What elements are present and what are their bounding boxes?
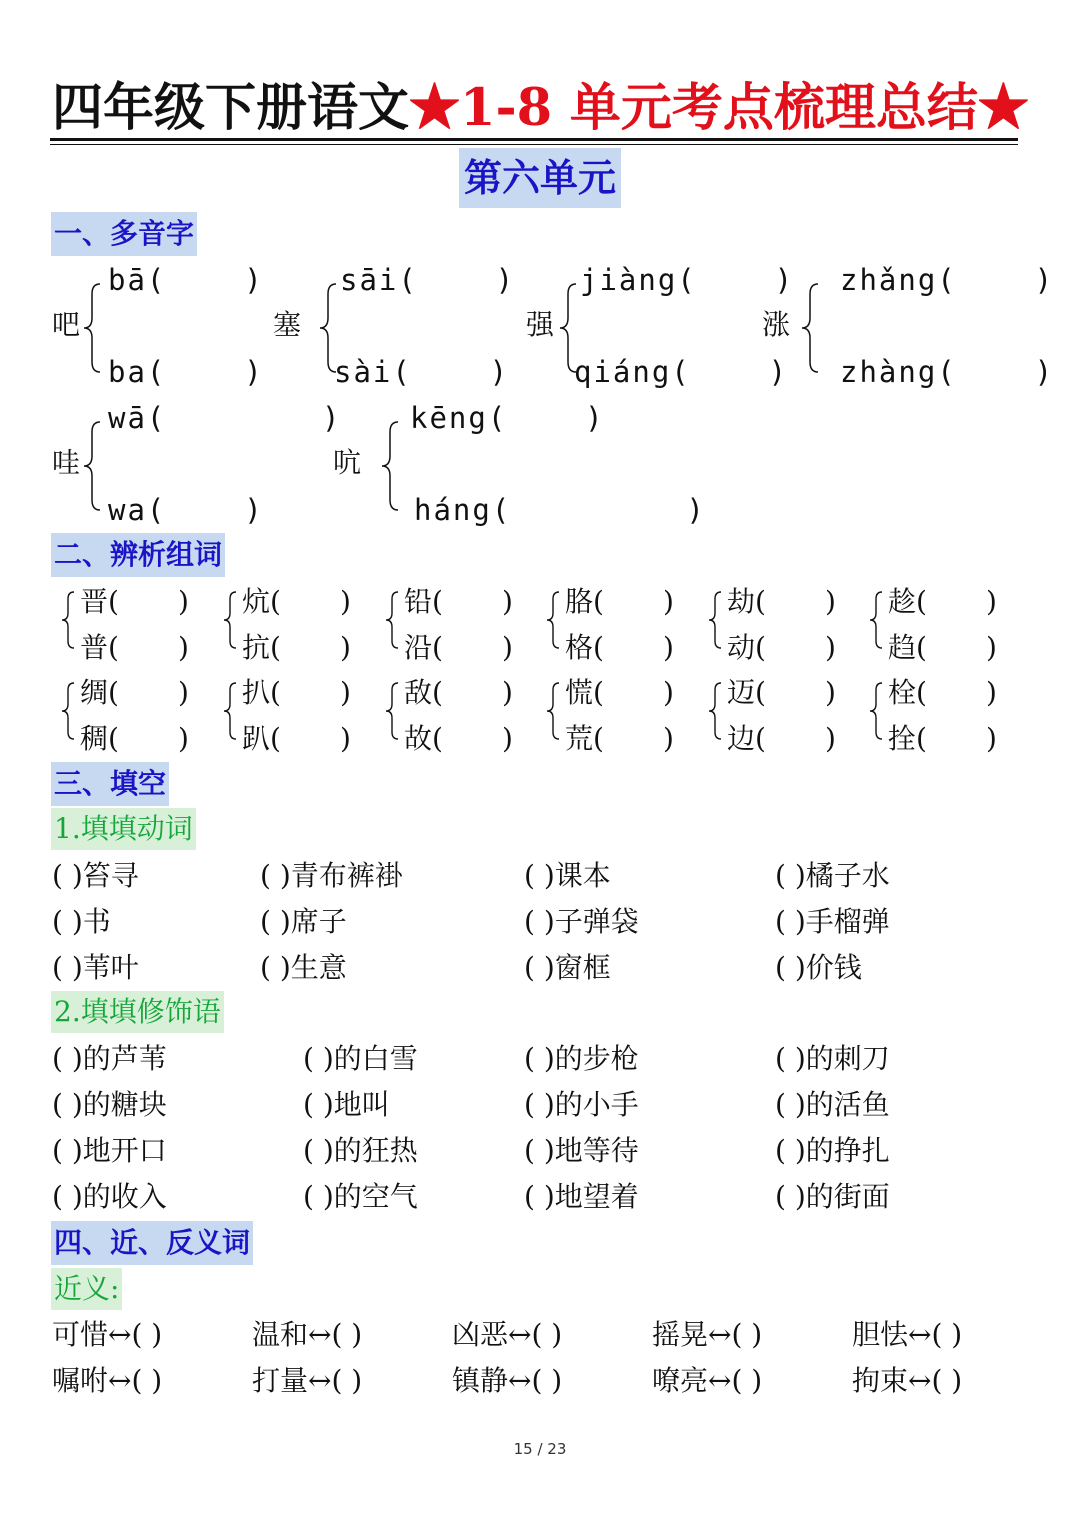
- synonym-blank: 可惜↔( ): [52, 1318, 163, 1351]
- synonym-blank: 胆怯↔( ): [852, 1318, 963, 1351]
- polyphone-char: 涨: [762, 308, 791, 341]
- brace-icon: [868, 681, 884, 741]
- pinyin-bottom: sài( ): [334, 355, 510, 389]
- polyphone-char: 吭: [333, 446, 362, 479]
- title-rule: [50, 138, 1018, 141]
- close-paren: ): [663, 722, 674, 755]
- pair-word-top: 胳(: [565, 585, 604, 618]
- brace-icon: [545, 590, 561, 650]
- modifier-blank: ( )的活鱼: [775, 1088, 890, 1121]
- pinyin-bottom: ba( ): [108, 355, 264, 389]
- page-number: 15 / 23: [513, 1440, 567, 1458]
- brace-icon: [545, 681, 561, 741]
- modifier-blank: ( )地开口: [52, 1134, 167, 1167]
- close-paren: ): [340, 631, 351, 664]
- pair-word-top: 敌(: [404, 676, 443, 709]
- modifier-blank: ( )的刺刀: [775, 1042, 890, 1075]
- title-highlight: ★1-8 单元考点梳理总结★: [409, 78, 1029, 138]
- close-paren: ): [986, 631, 997, 664]
- pair-word-bottom: 荒(: [565, 722, 604, 755]
- pair-word-top: 趁(: [888, 585, 927, 618]
- pair-word-bottom: 边(: [727, 722, 766, 755]
- page-title: [52, 78, 1029, 138]
- close-paren: ): [502, 585, 513, 618]
- close-paren: ): [502, 676, 513, 709]
- title-rule-thin: [50, 144, 1018, 145]
- modifier-blank: ( )的芦苇: [52, 1042, 167, 1075]
- pair-word-bottom: 稠(: [80, 722, 119, 755]
- close-paren: ): [340, 676, 351, 709]
- close-paren: ): [502, 722, 513, 755]
- unit-title: 第六单元: [459, 148, 621, 208]
- subsection-modifiers: 2.填填修饰语: [51, 991, 224, 1033]
- verb-blank: ( )苇叶: [52, 951, 139, 984]
- close-paren: ): [986, 722, 997, 755]
- section-word-pairs: 二、辨析组词: [51, 533, 225, 577]
- pinyin-top: kēng( ): [410, 401, 605, 435]
- pair-word-bottom: 沿(: [404, 631, 443, 664]
- pinyin-bottom: qiáng( ): [574, 355, 789, 389]
- subsection-verbs: 1.填填动词: [51, 808, 196, 850]
- pair-word-bottom: 格(: [565, 631, 604, 664]
- brace-icon: [222, 590, 238, 650]
- pair-word-bottom: 趴(: [242, 722, 281, 755]
- modifier-blank: ( )的街面: [775, 1180, 890, 1213]
- pair-word-top: 慌(: [565, 676, 604, 709]
- close-paren: ): [178, 676, 189, 709]
- pair-word-top: 扒(: [242, 676, 281, 709]
- section-polyphones: 一、多音字: [51, 212, 197, 256]
- modifier-blank: ( )地望着: [524, 1180, 639, 1213]
- synonym-blank: 温和↔( ): [252, 1318, 363, 1351]
- synonym-blank: 摇晃↔( ): [652, 1318, 763, 1351]
- pinyin-top: jiàng( ): [580, 263, 795, 297]
- brace-icon: [868, 590, 884, 650]
- close-paren: ): [986, 676, 997, 709]
- synonym-blank: 拘束↔( ): [852, 1364, 963, 1397]
- pinyin-bottom: zhàng( ): [840, 355, 1055, 389]
- verb-blank: ( )课本: [524, 859, 611, 892]
- pinyin-top: zhǎng( ): [840, 263, 1055, 297]
- synonym-blank: 镇静↔( ): [452, 1364, 563, 1397]
- pinyin-top: sāi( ): [340, 263, 516, 297]
- section-synonyms-antonyms: 四、近、反义词: [51, 1221, 253, 1265]
- verb-blank: ( )价钱: [775, 951, 862, 984]
- modifier-blank: ( )地叫: [303, 1088, 390, 1121]
- close-paren: ): [178, 585, 189, 618]
- pair-word-bottom: 拴(: [888, 722, 927, 755]
- modifier-blank: ( )的糖块: [52, 1088, 167, 1121]
- pair-word-top: 铅(: [404, 585, 443, 618]
- modifier-blank: ( )的步枪: [524, 1042, 639, 1075]
- modifier-blank: ( )的小手: [524, 1088, 639, 1121]
- brace-icon: [707, 590, 723, 650]
- modifier-blank: ( )的挣扎: [775, 1134, 890, 1167]
- verb-blank: ( )橘子水: [775, 859, 890, 892]
- close-paren: ): [178, 722, 189, 755]
- close-paren: ): [178, 631, 189, 664]
- brace-icon: [82, 420, 102, 512]
- verb-blank: ( )笞寻: [52, 859, 139, 892]
- brace-icon: [380, 420, 400, 512]
- close-paren: ): [340, 585, 351, 618]
- verb-blank: ( )窗框: [524, 951, 611, 984]
- verb-blank: ( )书: [52, 905, 111, 938]
- subsection-synonyms: 近义:: [51, 1268, 122, 1310]
- pair-word-bottom: 普(: [80, 631, 119, 664]
- pinyin-top: wā( ): [108, 401, 342, 435]
- pair-word-bottom: 抗(: [242, 631, 281, 664]
- polyphone-char: 哇: [52, 446, 81, 479]
- close-paren: ): [663, 631, 674, 664]
- brace-icon: [800, 282, 820, 374]
- brace-icon: [707, 681, 723, 741]
- synonym-blank: 凶恶↔( ): [452, 1318, 563, 1351]
- close-paren: ): [825, 585, 836, 618]
- close-paren: ): [340, 722, 351, 755]
- polyphone-char: 强: [526, 308, 555, 341]
- synonym-blank: 嘹亮↔( ): [652, 1364, 763, 1397]
- pair-word-bottom: 动(: [727, 631, 766, 664]
- modifier-blank: ( )的空气: [303, 1180, 418, 1213]
- pair-word-top: 绸(: [80, 676, 119, 709]
- title-main: 四年级下册语文: [52, 78, 410, 138]
- polyphone-char: 吧: [52, 308, 81, 341]
- pair-word-top: 迈(: [727, 676, 766, 709]
- verb-blank: ( )子弹袋: [524, 905, 639, 938]
- pinyin-bottom: wa( ): [108, 493, 264, 527]
- verb-blank: ( )青布裤褂: [260, 859, 403, 892]
- synonym-blank: 嘱咐↔( ): [52, 1364, 163, 1397]
- close-paren: ): [502, 631, 513, 664]
- close-paren: ): [663, 676, 674, 709]
- pair-word-top: 晋(: [80, 585, 119, 618]
- pair-word-bottom: 故(: [404, 722, 443, 755]
- brace-icon: [384, 590, 400, 650]
- pair-word-top: 炕(: [242, 585, 281, 618]
- close-paren: ): [825, 722, 836, 755]
- close-paren: ): [663, 585, 674, 618]
- pinyin-bottom: háng( ): [414, 493, 706, 527]
- synonym-blank: 打量↔( ): [252, 1364, 363, 1397]
- close-paren: ): [825, 631, 836, 664]
- modifier-blank: ( )的狂热: [303, 1134, 418, 1167]
- brace-icon: [384, 681, 400, 741]
- close-paren: ): [986, 585, 997, 618]
- section-fill-blanks: 三、填空: [51, 762, 169, 806]
- verb-blank: ( )手榴弹: [775, 905, 890, 938]
- brace-icon: [60, 681, 76, 741]
- pair-word-top: 栓(: [888, 676, 927, 709]
- close-paren: ): [825, 676, 836, 709]
- pair-word-bottom: 趋(: [888, 631, 927, 664]
- brace-icon: [82, 282, 102, 374]
- brace-icon: [222, 681, 238, 741]
- brace-icon: [60, 590, 76, 650]
- modifier-blank: ( )的白雪: [303, 1042, 418, 1075]
- polyphone-char: 塞: [273, 308, 302, 341]
- pair-word-top: 劫(: [727, 585, 766, 618]
- modifier-blank: ( )地等待: [524, 1134, 639, 1167]
- pinyin-top: bā( ): [108, 263, 264, 297]
- verb-blank: ( )席子: [260, 905, 347, 938]
- verb-blank: ( )生意: [260, 951, 347, 984]
- modifier-blank: ( )的收入: [52, 1180, 167, 1213]
